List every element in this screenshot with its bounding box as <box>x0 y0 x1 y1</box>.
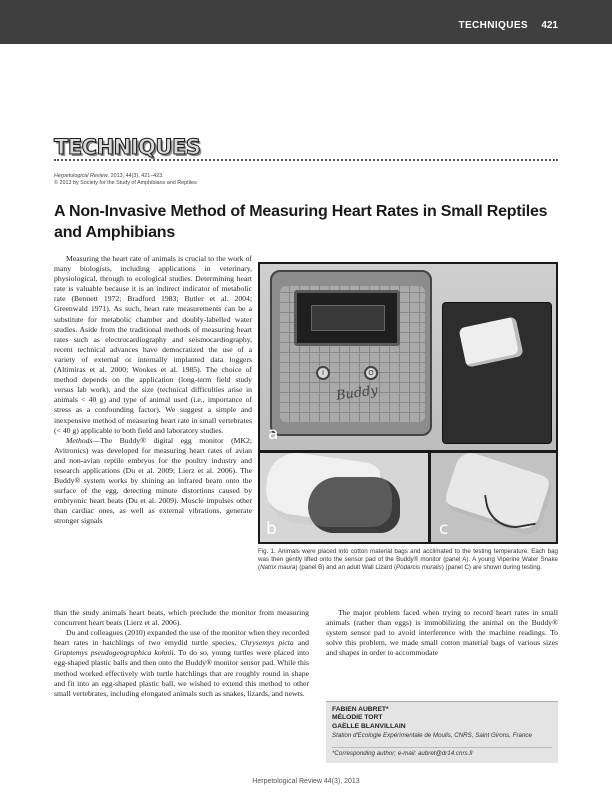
page-number: 421 <box>541 20 558 31</box>
citation-block <box>54 173 197 187</box>
copyright-line: © 2013 by Society for the Study of Amphibians and Reptiles <box>54 180 197 186</box>
species-name: Graptemys pseudogeographica kohnii <box>54 648 174 658</box>
running-header <box>0 0 612 44</box>
panel-label-b: b <box>266 519 277 539</box>
figure-panel-a <box>260 264 556 450</box>
citation-volume: , 2013, 44(3), 421–423. <box>107 173 164 179</box>
panel-label-c: c <box>439 519 449 539</box>
species-name: Chrysemys picta <box>240 638 294 648</box>
paragraph-text: Du and colleagues (2010) expanded the use of the monitor when they recorded heart rates in hatchlings of two emydid turtle species, <box>54 628 309 648</box>
caption-species: Podarcis muralis <box>396 564 442 572</box>
paragraph-text: . To do so, young turtles were placed into egg-shaped plastic balls and then onto the Buddy® monitor sensor pad. While this method worked effectively with turtle hatchlings that are roughly round in shape and fit into an egg-shaped plastic ball, we wished to extend this method to other small vertebrates, including elongated animals such as snakes, lizards, and newts. <box>54 648 309 698</box>
paragraph-methods-continued: than the study animals heart beats, which preclude the monitor from measuring concurrent heart beats (Lierz et al. 2006). <box>54 608 309 628</box>
caption-species: Natrix maura <box>260 564 296 572</box>
corresponding-author: *Corresponding author; e-mail: aubret@dr14.cnrs.fr <box>332 747 552 758</box>
author-box <box>326 701 558 763</box>
figure-1 <box>258 262 558 544</box>
device-lcd-screen <box>294 290 400 346</box>
caption-text: Fig. 1. Animals were placed into cotton material bags and acclimated to the testing temperature. Each bag was then gently lifted onto the sensor pad of the Buddy® monitor (panel A). A young Viperine Water Snake ( <box>258 548 558 572</box>
body-column-left-continued <box>54 608 309 699</box>
methods-heading: Methods <box>66 435 93 445</box>
methods-text: —The Buddy® digital egg monitor (MK2; Avitronics) was developed for measuring heart rates of avian and non-avian reptile embryos for the poultry industry and research applications (Du et al. 2009; Lierz et al. 2006). The Buddy® system works by shining an infrared beam onto the surface of the egg, detecting minute distortions caused by embryonic heart beats (Du et al. 2009). Muscle impulses other than cardiac ones, as well as external vibrations, generate stronger signals <box>54 435 252 526</box>
running-header-section: TECHNIQUES <box>458 20 528 31</box>
lcd-display <box>311 305 385 331</box>
paragraph-turtles <box>54 628 309 699</box>
figure-caption <box>258 548 558 573</box>
device-power-button: I <box>316 366 330 380</box>
paragraph-text: and <box>293 638 309 648</box>
citation-journal: Herpetological Review <box>54 173 108 179</box>
panel-label-a: a <box>268 424 279 444</box>
snake-in-bag <box>308 477 400 533</box>
paragraph-intro: Measuring the heart rate of animals is crucial to the work of many biologists, including applications in veterinary, physiological, through to ecological studies. Determining heart rate is valuable because it is an indirect indicator of metabolic rate (Bennett 1972; Bradford 1983; Butler et al. 2004; Greenwald 1971). As such, heart rate measurements can be a substitute for metabolic chamber and doubly-labelled water studies. Aside from the traditional methods of measuring heart rates such as electrocardiography and seismocardiography, recent technical advances have democratized the use of a variety of external or internally implanted data loggers (Altimiras et al. 2000; Wookes et al. 1985). The choice of method depends on the application (long-term field study versus lab work), and the size (technical difficulties arise in animals < 40 g) and type of animal used (i.e., importance of stress as a confounding factor). We suggest a simple and inexpensive method of measuring heart rate in small vertebrates (< 40 g) applicable to both field and laboratory studies. <box>54 254 252 435</box>
page-footer: Herpetological Review 44(3), 2013 <box>252 778 360 785</box>
device-brand-logo: Buddy <box>335 383 379 404</box>
section-banner: TECHNIQUES <box>54 135 201 159</box>
author-name: MÉLODIE TORT <box>332 714 383 722</box>
body-column-left <box>54 254 252 527</box>
device-off-button: O <box>364 366 378 380</box>
dotted-divider <box>54 159 558 161</box>
caption-text: ) (panel C) are shown during testing. <box>441 564 542 572</box>
figure-panel-c <box>431 453 556 542</box>
article-title: A Non-Invasive Method of Measuring Heart Rates in Small Reptiles and Amphibians <box>54 203 548 241</box>
lizard-tail <box>484 487 536 532</box>
paragraph-problem: The major problem faced when trying to record heart rates in small animals (rather than eggs) is immobilizing the animal on the Buddy® system sensor pad to avoid interference with the machine readings. To solve this problem, we made small cotton material bags of various sizes and shapes in order to accommodate <box>326 608 558 658</box>
paragraph-methods <box>54 436 252 527</box>
figure-panel-b <box>260 453 428 542</box>
buddy-monitor-device <box>270 270 432 436</box>
author-affiliation: Station d'Ecologie Expérimentale de Moulis, CNRS, Saint Girons, France <box>332 732 532 740</box>
author-name: FABIEN AUBRET* <box>332 706 389 713</box>
citation-line <box>54 173 197 180</box>
author-name: GAËLLE BLANVILLAIN <box>332 722 406 730</box>
body-column-right <box>326 608 558 658</box>
caption-text: ) (panel B) and an adult Wall Lizard ( <box>295 564 397 572</box>
